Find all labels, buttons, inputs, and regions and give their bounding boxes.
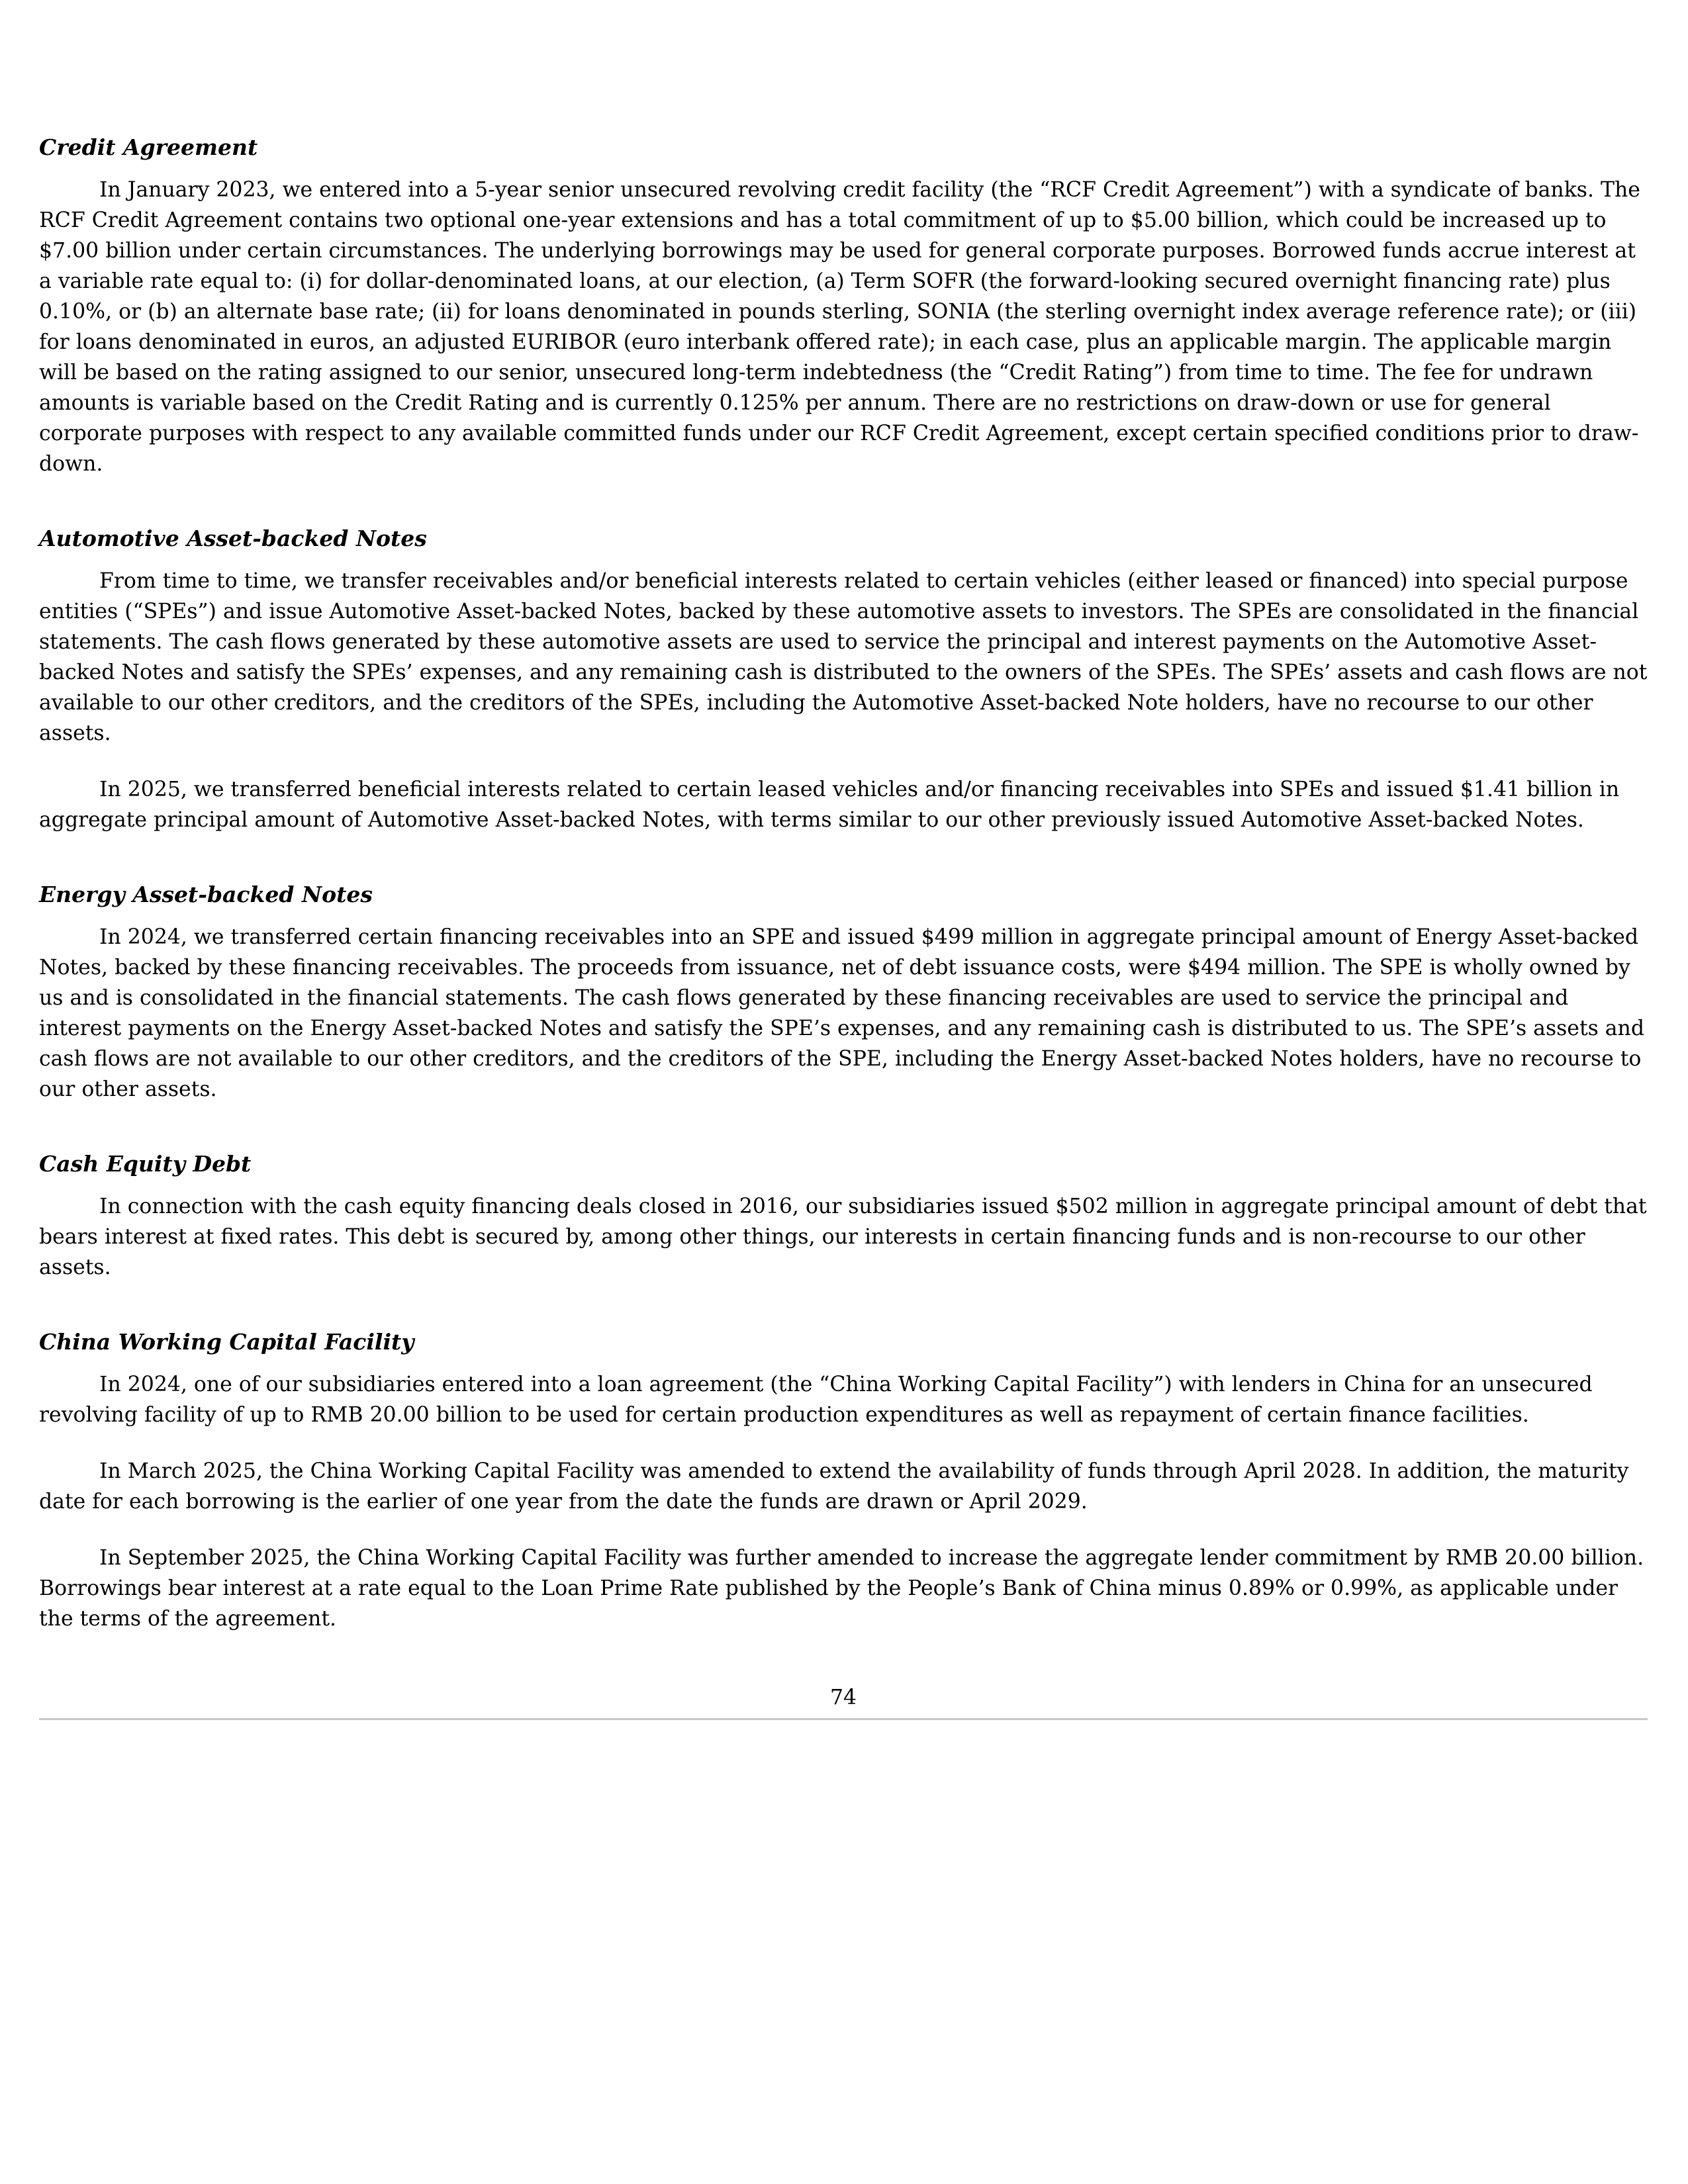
paragraph: From time to time, we transfer receivables and/or beneficial interests related to certain vehicles (either leased or financed) into special purpose entities (“SPEs”) and issue Automotive Asset-backed Notes, backed by these automotive assets to investors. The SPEs are consolidated in the financial statements. The cash flows generated by these automotive assets are used to service the principal and interest payments on the Automotive Asset-backed Notes and satisfy the SPEs’ expenses, and any remaining cash is distributed to the owners of the SPEs. The SPEs’ assets and cash flows are not available to our other creditors, and the creditors of the SPEs, including the Automotive Asset-backed Note holders, have no recourse to our other assets. [39, 569, 1648, 745]
section-credit-agreement [39, 132, 1648, 479]
paragraph: In September 2025, the China Working Capital Facility was further amended to increase the aggregate lender commitment by RMB 20.00 billion. Borrowings bear interest at a rate equal to the Loan Prime Rate published by the People’s Bank of China minus 0.89% or 0.99%, as applicable under the terms of the agreement. [39, 1546, 1644, 1631]
section-heading: Energy Asset-backed Notes [39, 882, 373, 907]
paragraph: In January 2023, we entered into a 5-year senior unsecured revolving credit facility (the “RCF Credit Agreement”) with a syndicate of banks. The RCF Credit Agreement contains two optional one-year extensions and has a total commitment of up to $5.00 billion, which could be increased up to $7.00 billion under certain circumstances. The underlying borrowings may be used for general corporate purposes. Borrowed funds accrue interest at a variable rate equal to: (i) for dollar-denominated loans, at our election, (a) Term SOFR (the forward-looking secured overnight financing rate) plus 0.10%, or (b) an alternate base rate; (ii) for loans denominated in pounds sterling, SONIA (the sterling overnight index average reference rate); or (iii) for loans denominated in euros, an adjusted EURIBOR (euro interbank offered rate); in each case, plus an applicable margin. The applicable margin will be based on the rating assigned to our senior, unsecured long-term indebtedness (the “Credit Rating”) from time to time. The fee for undrawn amounts is variable based on the Credit Rating and is currently 0.125% per annum. There are no restrictions on draw-down or use for general corporate purposes with respect to any available committed funds under our RCF Credit Agreement, except certain specified conditions prior to draw-down. [39, 178, 1640, 476]
page-number: 74 [829, 1686, 857, 1709]
section-energy-asset-backed-notes [39, 880, 1648, 1105]
section-heading: China Working Capital Facility [39, 1329, 414, 1355]
page-footer [39, 1682, 1648, 1720]
paragraph: In 2024, one of our subsidiaries entered into a loan agreement (the “China Working Capital Facility”) with lenders in China for an unsecured revolving facility of up to RMB 20.00 billion to be used for certain production expenditures as well as repayment of certain finance facilities. [39, 1373, 1593, 1427]
section-china-working-capital-facility [39, 1327, 1648, 1634]
footer-divider [39, 1718, 1648, 1720]
section-cash-equity-debt [39, 1149, 1648, 1283]
section-heading: Cash Equity Debt [39, 1151, 252, 1177]
paragraph: In March 2025, the China Working Capital Facility was amended to extend the availability of funds through April 2028. In addition, the maturity date for each borrowing is the earlier of one year from the date the funds are drawn or April 2029. [39, 1459, 1629, 1514]
section-heading: Credit Agreement [39, 134, 258, 160]
paragraph: In connection with the cash equity financing deals closed in 2016, our subsidiaries issued $502 million in aggregate principal amount of debt that bears interest at fixed rates. This debt is secured by, among other things, our interests in certain financing funds and is non-recourse to our other assets. [39, 1195, 1647, 1279]
section-heading: Automotive Asset-backed Notes [39, 525, 427, 551]
section-automotive-asset-backed-notes [39, 523, 1648, 835]
document-body [39, 132, 1648, 1678]
paragraph: In 2025, we transferred beneficial interests related to certain leased vehicles and/or financing receivables into SPEs and issued $1.41 billion in aggregate principal amount of Automotive Asset-backed Notes, with terms similar to our other previously issued Automotive Asset-backed Notes. [39, 778, 1620, 832]
paragraph: In 2024, we transferred certain financing receivables into an SPE and issued $499 million in aggregate principal amount of Energy Asset-backed Notes, backed by these financing receivables. The proceeds from issuance, net of debt issuance costs, were $494 million. The SPE is wholly owned by us and is consolidated in the financial statements. The cash flows generated by these financing receivables are used to service the principal and interest payments on the Energy Asset-backed Notes and satisfy the SPE’s expenses, and any remaining cash is distributed to us. The SPE’s assets and cash flows are not available to our other creditors, and the creditors of the SPE, including the Energy Asset-backed Notes holders, have no recourse to our other assets. [39, 925, 1645, 1101]
